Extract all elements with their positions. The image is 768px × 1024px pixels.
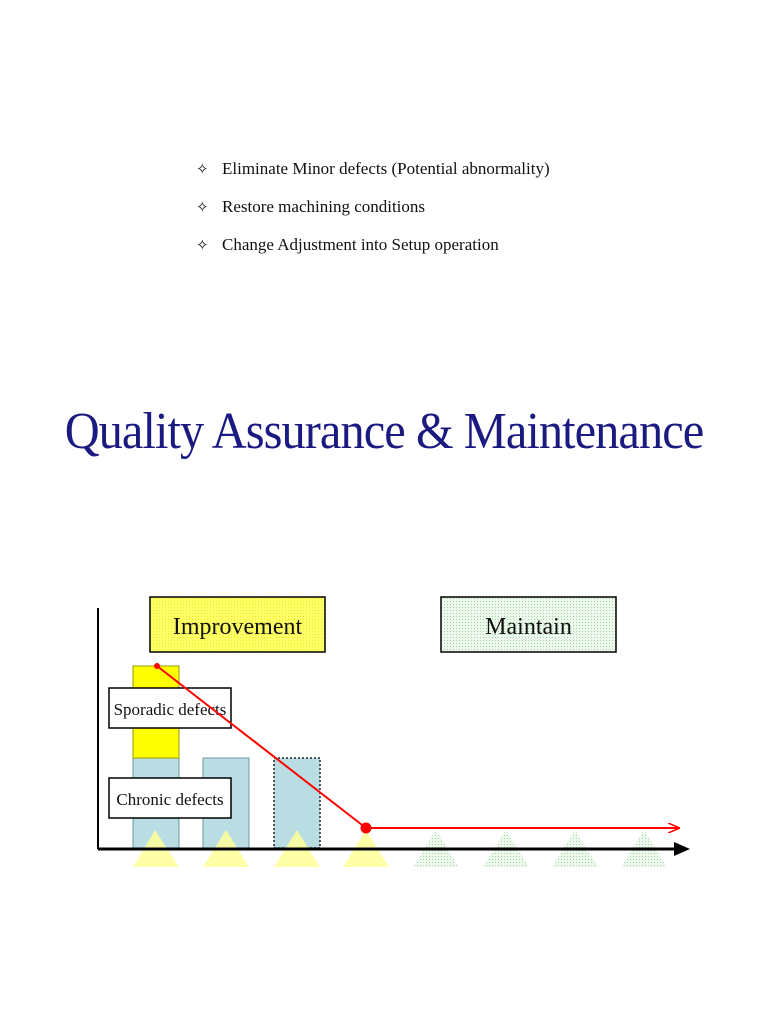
improvement-label: Improvement bbox=[172, 614, 303, 640]
bullet-text: Restore machining conditions bbox=[222, 197, 426, 216]
four-point-star-icon: ✧ bbox=[196, 160, 209, 178]
four-point-star-icon: ✧ bbox=[196, 236, 209, 254]
bullet-list bbox=[196, 150, 550, 264]
maintain-label: Maintain bbox=[485, 614, 572, 640]
quality-maintenance-diagram bbox=[0, 580, 768, 900]
four-point-star-icon: ✧ bbox=[196, 198, 209, 216]
bullet-item bbox=[196, 150, 550, 188]
bullet-text: Eliminate Minor defects (Potential abnormality) bbox=[222, 159, 550, 178]
bullet-text: Change Adjustment into Setup operation bbox=[222, 235, 499, 254]
trend-start-dot bbox=[154, 663, 160, 669]
trend-knee-dot bbox=[361, 823, 372, 834]
bullet-item bbox=[196, 188, 550, 226]
x-axis-arrowhead bbox=[674, 842, 690, 856]
page-title: Quality Assurance & Maintenance bbox=[64, 403, 704, 460]
chronic-defects-label: Chronic defects bbox=[116, 790, 224, 809]
sporadic-defects-label: Sporadic defects bbox=[113, 700, 227, 719]
bullet-item bbox=[196, 226, 550, 264]
